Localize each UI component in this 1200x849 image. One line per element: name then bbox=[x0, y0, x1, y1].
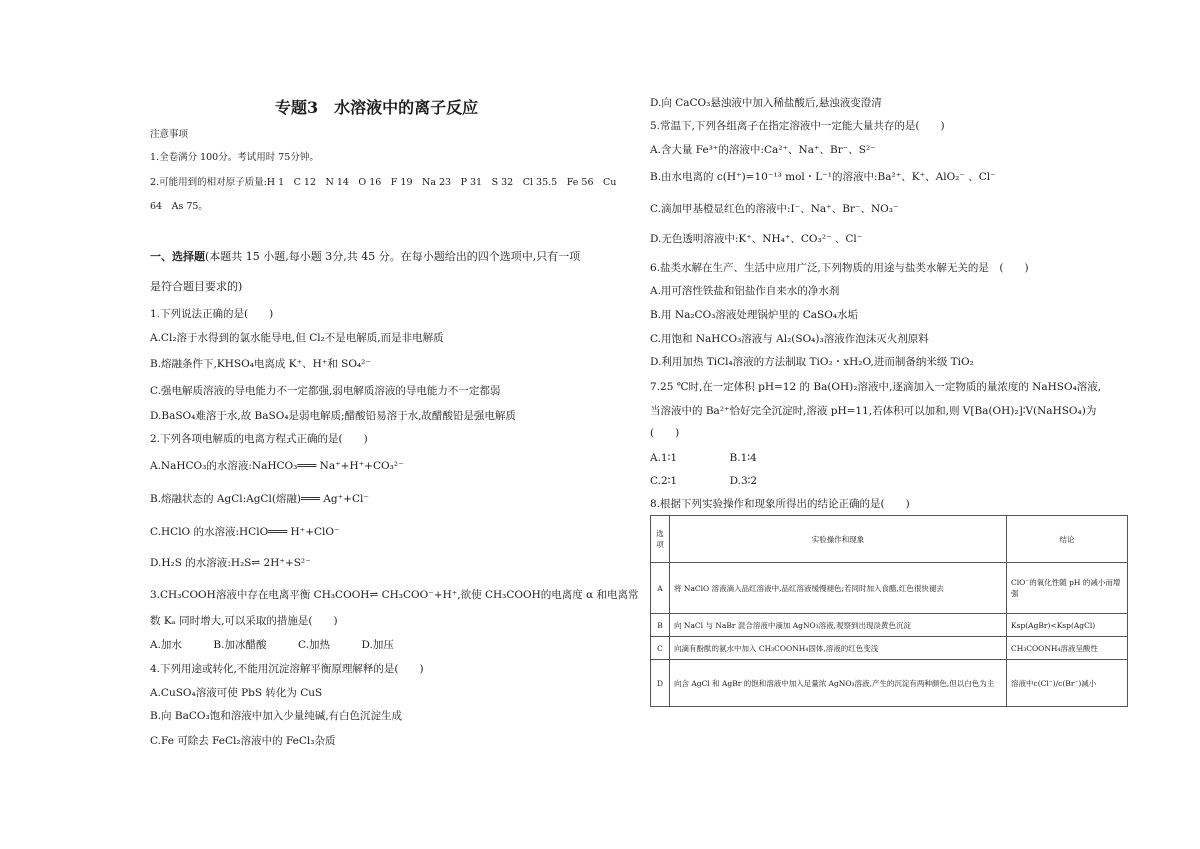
table-cell-conclusion: Ksp(AgBr)<Ksp(AgCl) bbox=[1007, 614, 1128, 637]
table-row bbox=[651, 660, 1128, 707]
question-line: D.BaSO₄难溶于水,故 BaSO₄是弱电解质;醋酸铅易溶于水,故醋酸铅是强电解质 bbox=[150, 410, 516, 422]
table-cell-operation: 向滴有酚酞的氨水中加入 CH₃COONH₄固体,溶液的红色变浅 bbox=[670, 637, 1007, 660]
page-title: 专题3 水溶液中的离子反应 bbox=[275, 98, 479, 117]
question-line: 4.下列用途或转化,不能用沉淀溶解平衡原理解释的是( ) bbox=[150, 663, 424, 675]
table-header-conclusion: 结论 bbox=[1007, 516, 1128, 563]
notes-line-3: 64 As 75。 bbox=[150, 201, 208, 212]
section-text: (本题共 15 小题,每小题 3分,共 45 分。在每小题给出的四个选项中,只有一项 bbox=[205, 250, 581, 263]
question-line: 7.25 ℃时,在一定体积 pH=12 的 Ba(OH)₂溶液中,逐滴加入一定物质的量浓度的 NaHSO₄溶液, bbox=[650, 381, 1102, 393]
table-cell-option: A bbox=[651, 563, 670, 614]
question-line: 6.盐类水解在生产、生活中应用广泛,下列物质的用途与盐类水解无关的是 ( ) bbox=[650, 262, 1029, 274]
section-heading bbox=[150, 250, 580, 264]
question-line: 1.下列说法正确的是( ) bbox=[150, 308, 274, 320]
question-line: B.熔融条件下,KHSO₄电离成 K⁺、H⁺和 SO₄²⁻ bbox=[150, 358, 371, 370]
question-line: D.向 CaCO₃悬浊液中加入稀盐酸后,悬浊液变澄清 bbox=[650, 97, 882, 109]
question-line: ( ) bbox=[650, 427, 680, 439]
question-line: D.H₂S 的水溶液:H₂S⇌ 2H⁺+S²⁻ bbox=[150, 557, 311, 569]
table-cell-operation: 向 NaCl 与 NaBr 混合溶液中滴加 AgNO₃溶液,观察到出现淡黄色沉淀 bbox=[670, 614, 1007, 637]
table-row bbox=[651, 637, 1128, 660]
table-cell-operation: 向含 AgCl 和 AgBr 的饱和溶液中加入足量浓 AgNO₃溶液,产生的沉淀有两种颜色,但以白色为主 bbox=[670, 660, 1007, 707]
question-line: 3.CH₃COOH溶液中存在电离平衡 CH₃COOH⇌ CH₃COO⁻+H⁺,欲使 CH₃COOH的电离度 α 和电离常 bbox=[150, 589, 639, 601]
table-cell-option: C bbox=[651, 637, 670, 660]
question-line: D.无色透明溶液中:K⁺、NH₄⁺、CO₃²⁻ 、Cl⁻ bbox=[650, 233, 863, 245]
section-text-2: 是符合题目要求的) bbox=[150, 280, 243, 293]
notes-line-2: 2.可能用到的相对原子质量:H 1 C 12 N 14 O 16 F 19 Na 23 P 31 S 32 Cl 35.5 Fe 56 Cu bbox=[150, 177, 617, 188]
question-line: B.向 BaCO₃饱和溶液中加入少量纯碱,有白色沉淀生成 bbox=[150, 710, 403, 722]
question-line: C.滴加甲基橙显红色的溶液中:I⁻、Na⁺、Br⁻、NO₃⁻ bbox=[650, 203, 899, 215]
question-line: A.加水 B.加冰醋酸 C.加热 D.加压 bbox=[150, 639, 394, 651]
question-line: C.2∶1 D.3∶2 bbox=[650, 475, 758, 487]
question-line: C.HClO 的水溶液:HClO═══ H⁺+ClO⁻ bbox=[150, 526, 340, 538]
question-line: A.1∶1 B.1∶4 bbox=[650, 452, 757, 464]
table-cell-conclusion: CH₃COONH₄溶液呈酸性 bbox=[1007, 637, 1128, 660]
question-line: 5.常温下,下列各组离子在指定溶液中一定能大量共存的是( ) bbox=[650, 120, 945, 132]
table-row bbox=[651, 614, 1128, 637]
question-line: A.Cl₂溶于水得到的氯水能导电,但 Cl₂不是电解质,而是非电解质 bbox=[150, 332, 444, 344]
table-header-row bbox=[651, 516, 1128, 563]
section-label: 一、选择题 bbox=[150, 250, 205, 263]
question-line: B.用 Na₂CO₃溶液处理锅炉里的 CaSO₄水垢 bbox=[650, 309, 859, 321]
table-cell-operation: 将 NaClO 溶液滴入品红溶液中,品红溶液缓慢褪色;若同时加入食醋,红色很快褪去 bbox=[670, 563, 1007, 614]
table-header-option: 选项 bbox=[651, 516, 670, 563]
table-cell-option: D bbox=[651, 660, 670, 707]
question-line: A.含大量 Fe³⁺的溶液中:Ca²⁺、Na⁺、Br⁻、S²⁻ bbox=[650, 144, 876, 156]
table-cell-option: B bbox=[651, 614, 670, 637]
question-line: C.Fe 可除去 FeCl₂溶液中的 FeCl₃杂质 bbox=[150, 735, 336, 747]
table-cell-conclusion: ClO⁻的氧化性随 pH 的减小而增强 bbox=[1007, 563, 1128, 614]
question-line: 8.根据下列实验操作和现象所得出的结论正确的是( ) bbox=[650, 498, 910, 510]
question-line: A.用可溶性铁盐和铝盐作自来水的净水剂 bbox=[650, 285, 840, 297]
question-line: A.CuSO₄溶液可使 PbS 转化为 CuS bbox=[150, 687, 323, 699]
question-line: 2.下列各项电解质的电离方程式正确的是( ) bbox=[150, 433, 368, 445]
question-line: A.NaHCO₃的水溶液:NaHCO₃═══ Na⁺+H⁺+CO₃²⁻ bbox=[150, 460, 404, 472]
table-row bbox=[651, 563, 1128, 614]
question-line: B.熔融状态的 AgCl:AgCl(熔融)═══ Ag⁺+Cl⁻ bbox=[150, 493, 369, 505]
table-cell-conclusion: 溶液中c(Cl⁻)/c(Br⁻)减小 bbox=[1007, 660, 1128, 707]
question-line: 当溶液中的 Ba²⁺恰好完全沉淀时,溶液 pH=11,若体积可以加和,则 V[Ba(OH)₂]∶V(NaHSO₄)为 bbox=[650, 405, 1097, 417]
notes-line-1: 1.全卷满分 100分。考试用时 75分钟。 bbox=[150, 152, 319, 163]
question-line: D.利用加热 TiCl₄溶液的方法制取 TiO₂・xH₂O,进而制备纳米级 TiO₂ bbox=[650, 356, 974, 368]
experiment-table bbox=[650, 515, 1128, 707]
table-header-operation: 实验操作和现象 bbox=[670, 516, 1007, 563]
question-line: 数 Kₐ 同时增大,可以采取的措施是( ) bbox=[150, 615, 338, 627]
question-line: B.由水电离的 c(H⁺)=10⁻¹³ mol・L⁻¹的溶液中:Ba²⁺、K⁺、AlO₂⁻ 、Cl⁻ bbox=[650, 171, 996, 183]
question-line: C.用饱和 NaHCO₃溶液与 Al₂(SO₄)₃溶液作泡沫灭火剂原料 bbox=[650, 333, 929, 345]
question-line: C.强电解质溶液的导电能力不一定都强,弱电解质溶液的导电能力不一定都弱 bbox=[150, 385, 501, 397]
notes-heading: 注意事项 bbox=[150, 129, 189, 140]
